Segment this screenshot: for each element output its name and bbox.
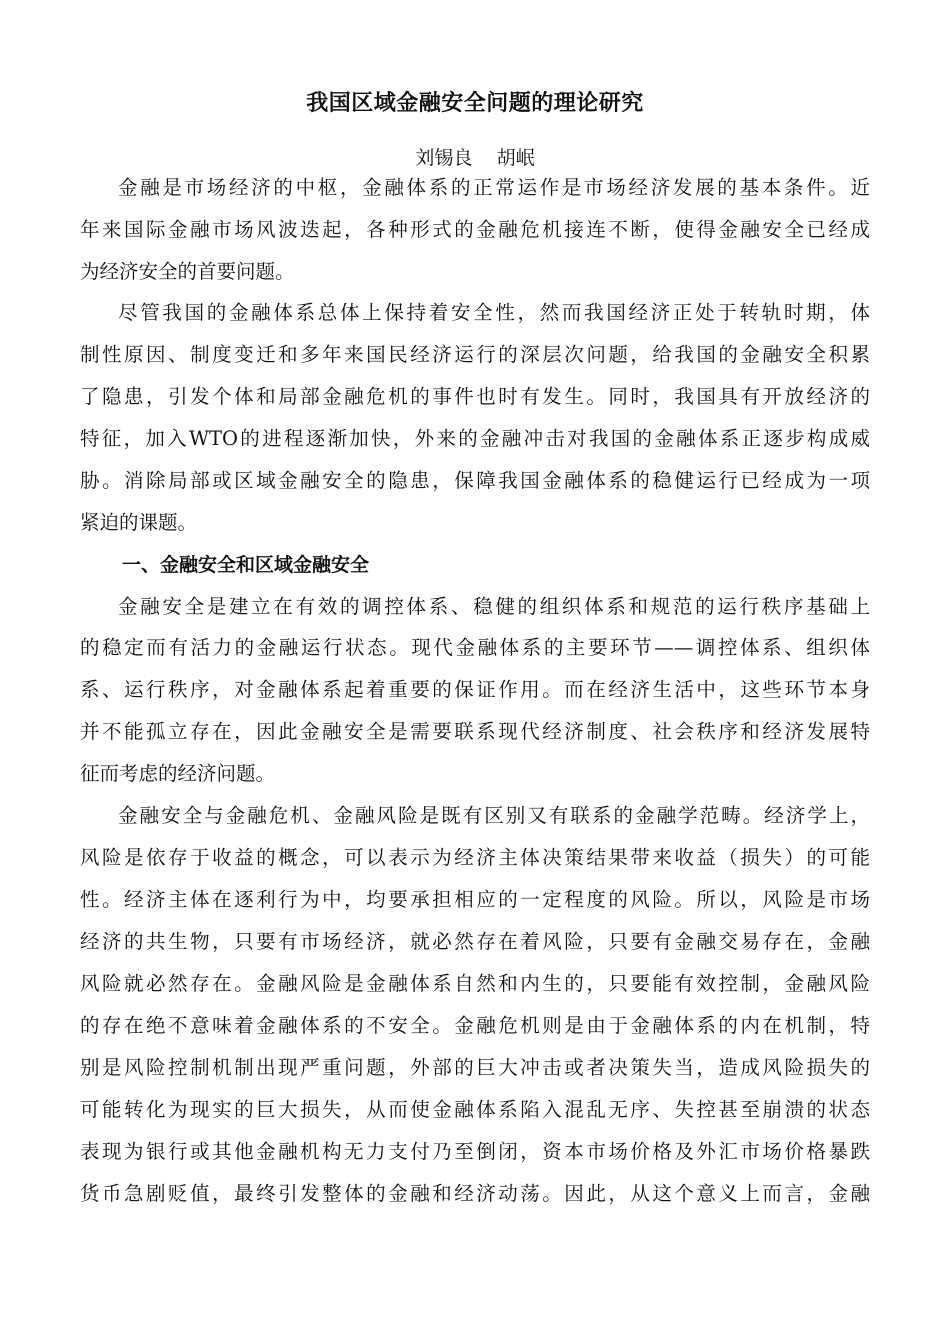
paragraph-line: 经济的共生物，只要有市场经济，就必然存在着风险，只要有金融交易存在，金融	[80, 930, 870, 953]
document-authors: 刘锡良 胡岷	[415, 147, 535, 169]
paragraph-line: 紧迫的课题。	[80, 511, 198, 534]
paragraph-line: 特征，加入WTO的进程逐渐加快，外来的金融冲击对我国的金融体系正逐步构成威	[80, 427, 870, 450]
paragraph-line: 金融是市场经济的中枢，金融体系的正常运作是市场经济发展的基本条件。近	[118, 176, 870, 199]
paragraph-line: 金融安全与金融危机、金融风险是既有区别又有联系的金融学范畴。经济学上，	[118, 804, 870, 827]
paragraph-line: 年来国际金融市场风波迭起，各种形式的金融危机接连不断，使得金融安全已经成	[80, 218, 870, 241]
paragraph-line: 制性原因、制度变迁和多年来国民经济运行的深层次问题，给我国的金融安全积累	[80, 343, 870, 366]
paragraph-line: 别是风险控制机制出现严重问题，外部的巨大冲击或者决策失当，造成风险损失的	[80, 1056, 870, 1079]
paragraph-line: 性。经济主体在逐利行为中，均要承担相应的一定程度的风险。所以，风险是市场	[80, 888, 870, 911]
paragraph-line: 风险是依存于收益的概念，可以表示为经济主体决策结果带来收益（损失）的可能	[80, 846, 870, 869]
paragraph-line: 征而考虑的经济问题。	[80, 762, 276, 785]
section-heading: 一、金融安全和区域金融安全	[122, 554, 370, 576]
paragraph-line: 胁。消除局部或区域金融安全的隐患，保障我国金融体系的稳健运行已经成为一项	[80, 469, 870, 492]
paragraph-line: 为经济安全的首要问题。	[80, 260, 295, 283]
paragraph-line: 可能转化为现实的巨大损失，从而使金融体系陷入混乱无序、失控甚至崩溃的状态	[80, 1098, 870, 1121]
document-title: 我国区域金融安全问题的理论研究	[306, 91, 644, 116]
paragraph-line: 风险就必然存在。金融风险是金融体系自然和内生的，只要能有效控制，金融风险	[80, 972, 870, 995]
paragraph-line: 的稳定而有活力的金融运行状态。现代金融体系的主要环节——调控体系、组织体	[80, 636, 870, 659]
paragraph-line: 了隐患，引发个体和局部金融危机的事件也时有发生。同时，我国具有开放经济的	[80, 385, 870, 408]
paragraph-line: 金融安全是建立在有效的调控体系、稳健的组织体系和规范的运行秩序基础上	[118, 595, 870, 618]
paragraph-line: 尽管我国的金融体系总体上保持着安全性，然而我国经济正处于转轨时期，体	[118, 301, 870, 324]
paragraph-line: 并不能孤立存在，因此金融安全是需要联系现代经济制度、社会秩序和经济发展特	[80, 720, 870, 743]
paragraph-line: 的存在绝不意味着金融体系的不安全。金融危机则是由于金融体系的内在机制，特	[80, 1014, 870, 1037]
paragraph-line: 表现为银行或其他金融机构无力支付乃至倒闭，资本市场价格及外汇市场价格暴跌	[80, 1140, 870, 1163]
paragraph-line: 系、运行秩序，对金融体系起着重要的保证作用。而在经济生活中，这些环节本身	[80, 678, 870, 701]
paragraph-line: 货币急剧贬值，最终引发整体的金融和经济动荡。因此，从这个意义上而言，金融	[80, 1182, 870, 1205]
